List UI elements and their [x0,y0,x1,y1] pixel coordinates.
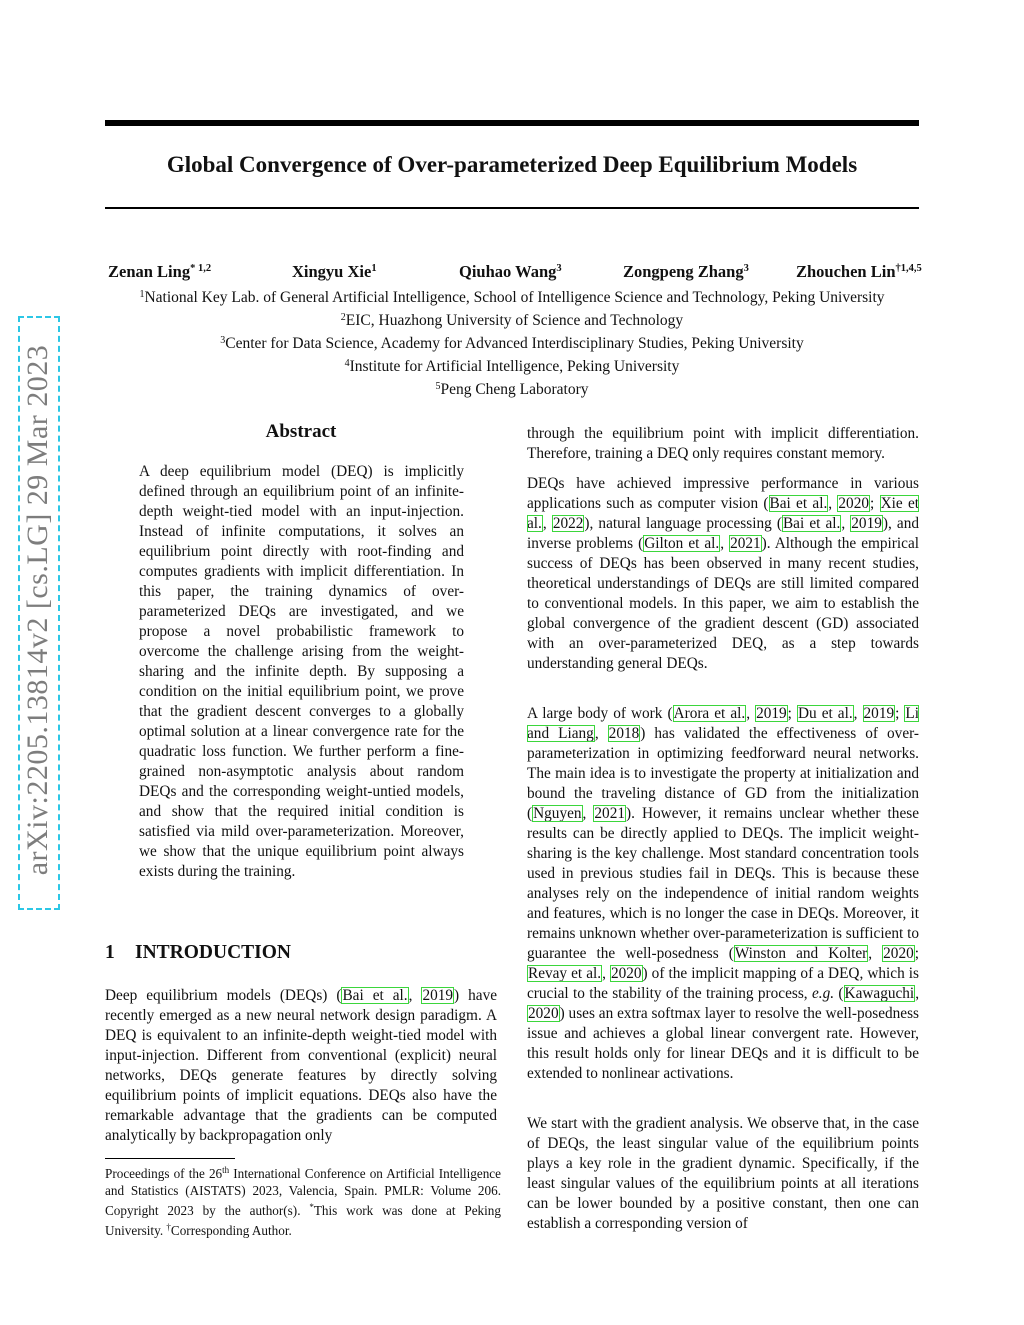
author-name: Qiuhao Wang [459,262,557,281]
text-run: A large body of work ( [527,705,673,722]
affiliation-3 [100,331,924,354]
affiliation-5 [100,377,924,400]
affiliation-text: Center for Data Science, Academy for Advanced Interdisciplinary Studies, Peking University [225,335,804,352]
text-run: , [594,725,608,742]
citation-link[interactable]: 2019 [756,705,787,722]
footnote-sup: † [166,1222,171,1232]
citation-link[interactable]: 2020 [610,965,642,982]
affiliation-1 [100,285,924,308]
text-run: ) has validated the effectiveness of over-parameterization in optimizing feedforward neural networks. The main idea is to investigate the property at initialization and bound the traveling distance of GD from the initialization ( [527,725,919,822]
author-2 [292,262,377,282]
affiliation-text: Peng Cheng Laboratory [440,381,589,398]
author-name: Zhouchen Lin [796,262,896,281]
citation-link[interactable]: Winston and Kolter [734,945,868,962]
citation-link[interactable]: 2020 [883,945,914,962]
text-run: ; [787,705,797,722]
section-heading [105,942,291,964]
citation-link[interactable]: 2019 [863,705,895,722]
text-run: ) of the implicit mapping of a DEQ, which is crucial to the stability of the training process, [527,965,919,1002]
text-run: DEQs have achieved impressive performance in various applications such as computer vision ( [527,475,919,512]
footnote [105,1162,501,1239]
text-run: , [746,705,756,722]
text-run: ; [895,705,905,722]
text-run: , [582,805,594,822]
affiliation-sup: 2 [340,312,346,323]
text-run: , [841,515,851,532]
right-paragraph-3: We start with the gradient analysis. We observe that, in the case of DEQs, the least singular value of the equilibrium points plays a key role in the gradient dynamic. Specifically, if the least singular values of the equilibrium points at all iterations can be lower bounded by a positive constant, then one can establish a corresponding version of [527,1115,919,1232]
text-run: This work was done at Peking University. [105,1203,501,1238]
citation-link[interactable]: Bai et al. [769,495,828,512]
text-run: ) have recently emerged as a new neural network design paradigm. A DEQ is equivalent to an infinite-depth weight-tied model with input-injection. Different from conventional (explicit) neural networks, DEQs generate features by directly solving equilibrium points of implicit equations. DEQs also have the remarkable advantage that the gradients can be computed analytically by backpropagation only [105,987,498,1144]
citation-link[interactable]: 2019 [422,987,454,1004]
author-5 [796,262,922,282]
author-sup: * 1,2 [190,263,212,274]
affiliation-text: National Key Lab. of General Artificial Intelligence, School of Intelligence Science and Technology, Peking University [144,289,885,306]
text-run-italic: e.g. [811,985,835,1002]
text-run: ) uses an extra softmax layer to resolve the well-posedness issue and achieves a global linear convergent rate. However, this result holds only for linear DEQs and it is difficult to be extended to nonlinear activations. [527,1005,919,1082]
citation-link[interactable]: 2022 [552,515,584,532]
citation-link[interactable]: 2018 [608,725,640,742]
title-rule-top [105,120,919,126]
text-run: ; [914,945,919,962]
text-run: ), natural language processing ( [584,515,782,532]
text-run: , [542,515,552,532]
author-name: Xingyu Xie [292,262,372,281]
affiliation-text: EIC, Huazhong University of Science and Technology [345,312,684,329]
affiliation-text: Institute for Artificial Intelligence, Peking University [349,358,680,375]
affiliation-sup: 5 [435,381,441,392]
right-paragraph-1 [527,474,919,674]
citation-link[interactable]: 2021 [730,535,761,552]
author-sup: 3 [556,263,562,274]
author-name: Zongpeng Zhang [623,262,744,281]
right-paragraph-0: through the equilibrium point with implicit differentiation. Therefore, training a DEQ only requires constant memory. [527,425,919,462]
affiliation-sup: 1 [139,289,145,300]
author-sup: 1 [371,263,377,274]
affiliation-sup: 4 [344,358,350,369]
author-3 [459,262,562,282]
author-sup: 3 [743,263,749,274]
citation-link[interactable]: Bai et al. [782,515,841,532]
text-run: ( [834,985,844,1002]
text-run: , [720,535,730,552]
abstract-text: A deep equilibrium model (DEQ) is implicitly defined through an equilibrium point of an infinite-depth weight-tied model with an input-injection. Instead of infinite computations, it solves an equilibrium point directly with root-finding and computes gradients with implicit differentiation. In this paper, the training dynamics of over-parameterized DEQs are investigated, and we propose a novel probabilistic framework to overcome the challenge arising from the weight-sharing and the infinite depth. By supposing a condition on the initial equilibrium point, we prove that the gradient descent converges to a globally optimal solution at a linear convergence rate for the quadratic loss function. We further perform a fine-grained non-asymptotic analysis about random DEQs and the corresponding weight-untied models, and show that the required initial condition is satisfied via mild over-parameterization. Moreover, we show that the unique equilibrium point always exists during the training. [139,463,464,880]
citation-link[interactable]: Revay et al. [528,965,602,982]
intro-paragraph [105,986,497,1146]
section-number: 1 [105,942,115,963]
text-run: Deep equilibrium models (DEQs) ( [105,987,342,1004]
citation-link[interactable]: 2021 [594,805,625,822]
text-run: , [408,987,422,1004]
author-list [108,262,928,284]
footnote-sup: th [222,1165,230,1175]
text-run: , [828,495,838,512]
citation-link[interactable]: 2019 [851,515,882,532]
citation-link[interactable]: Arora et al. [673,705,746,722]
citation-link[interactable]: 2020 [528,1005,559,1022]
citation-link[interactable]: 2020 [838,495,869,512]
footnote-sup: * [309,1202,314,1212]
text-run: ). However, it remains unclear whether these results can be directly applied to DEQs. The implicit weight-sharing is the key challenge. Most standard concentration tools used in previous studies fail in DEQs. This is because these analyses rely on the independence of initial random weights and features, which is no longer the case in DEQs. Moreover, it remains unknown whether over-parameterization is sufficient to guarantee the well-posedness ( [527,805,919,962]
citation-link[interactable]: Bai et al. [342,987,408,1004]
text-run: , [915,985,920,1002]
author-name: Zenan Ling [108,262,191,281]
affiliation-sup: 3 [220,335,226,346]
text-run: ), and inverse problems ( [527,515,919,552]
affiliation-list [100,285,924,400]
citation-link[interactable]: Gilton et al. [644,535,720,552]
affiliation-2 [100,308,924,331]
text-run: ; [870,495,880,512]
footnote-rule [105,1158,235,1159]
text-run: ). Although the empirical success of DEQs has been observed in many recent studies, theoretical understandings of DEQs are still limited compared to conventional models. In this paper, we aim to establish the global convergence of the gradient descent (GD) associated with an over-parameterized DEQ, as a step towards understanding general DEQs. [527,535,919,672]
title-rule-bottom [105,207,919,209]
citation-link[interactable]: Du et al. [797,705,853,722]
paper-title: Global Convergence of Over-parameterized Deep Equilibrium Models [166,152,858,177]
arxiv-identifier: arXiv:2205.13814v2 [cs.LG] 29 Mar 2023 [21,344,54,876]
text-run: Corresponding Author. [170,1223,292,1238]
abstract-heading: Abstract [265,421,337,442]
text-run: Proceedings of the 26 [105,1166,223,1181]
citation-link[interactable]: Nguyen [533,805,582,822]
author-4 [623,262,749,282]
right-paragraph-2 [527,704,919,1084]
citation-link[interactable]: Li and Liang [527,705,920,742]
affiliation-4 [100,354,924,377]
citation-link[interactable]: Xie et al. [527,495,919,532]
citation-link[interactable]: Kawaguchi [844,985,915,1002]
author-sup: †1,4,5 [895,263,922,274]
author-1 [108,262,211,282]
text-run: , [602,965,610,982]
text-run: , [853,705,863,722]
text-run: International Conference on Artificial Intelligence and Statistics (AISTATS) 2023, Valencia, Spain. PMLR: Volume 206. Copyright 2023 by the author(s). [105,1166,501,1218]
section-title: INTRODUCTION [135,942,292,963]
text-run: , [868,945,883,962]
